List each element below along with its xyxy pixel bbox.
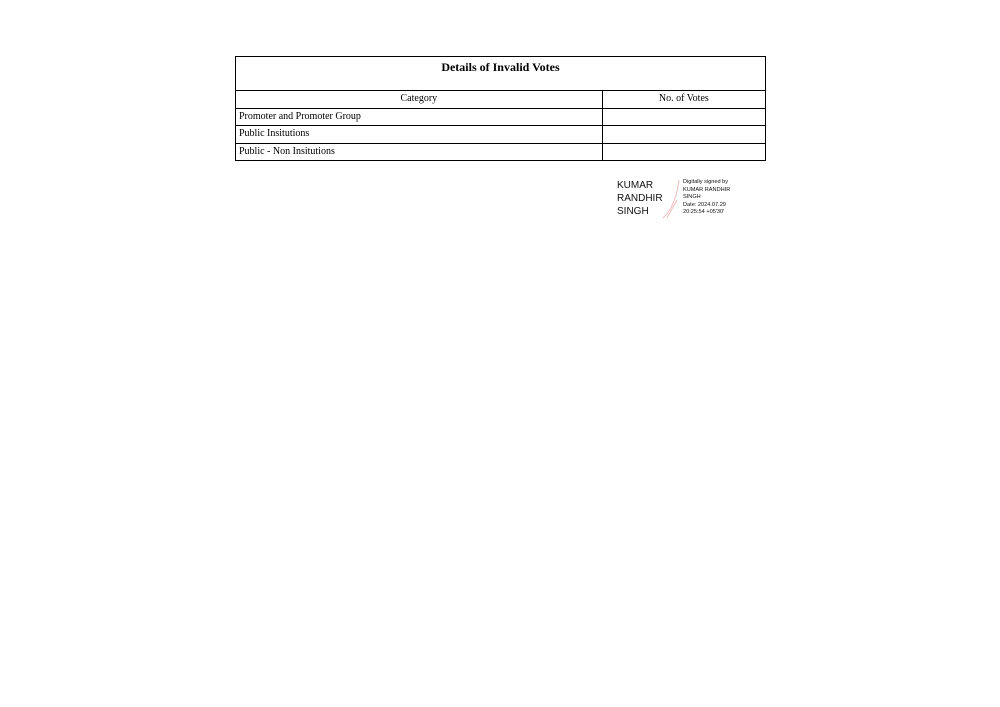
signature-stroke-icon	[661, 178, 685, 220]
digital-signature	[617, 178, 747, 222]
signer-name-line: SINGH	[617, 206, 649, 217]
column-header-category: Category	[236, 91, 603, 109]
table-row	[236, 143, 766, 161]
signature-detail-line: Date: 2024.07.29	[683, 201, 726, 208]
signature-details	[683, 179, 730, 217]
table-title-row	[236, 57, 766, 91]
signature-detail-line: SINGH	[683, 194, 701, 201]
table-title: Details of Invalid Votes	[236, 57, 766, 91]
category-cell: Public - Non Insitutions	[236, 143, 603, 161]
signature-detail-line: KUMAR RANDHIR	[683, 186, 731, 193]
column-header-votes: No. of Votes	[602, 91, 765, 109]
table-row	[236, 126, 766, 144]
votes-cell	[602, 108, 765, 126]
table-row	[236, 108, 766, 126]
table-header-row	[236, 91, 766, 109]
signer-name-line: RANDHIR	[617, 193, 663, 204]
category-cell: Promoter and Promoter Group	[236, 108, 603, 126]
signature-detail-line: Digitally signed by	[683, 179, 729, 185]
votes-cell	[602, 126, 765, 144]
signer-name	[617, 179, 663, 218]
category-cell: Public Insitutions	[236, 126, 603, 144]
signature-detail-line: 20:25:54 +05'30'	[683, 209, 725, 216]
signer-name-line: KUMAR	[617, 180, 654, 191]
votes-cell	[602, 143, 765, 161]
invalid-votes-table	[235, 56, 766, 161]
